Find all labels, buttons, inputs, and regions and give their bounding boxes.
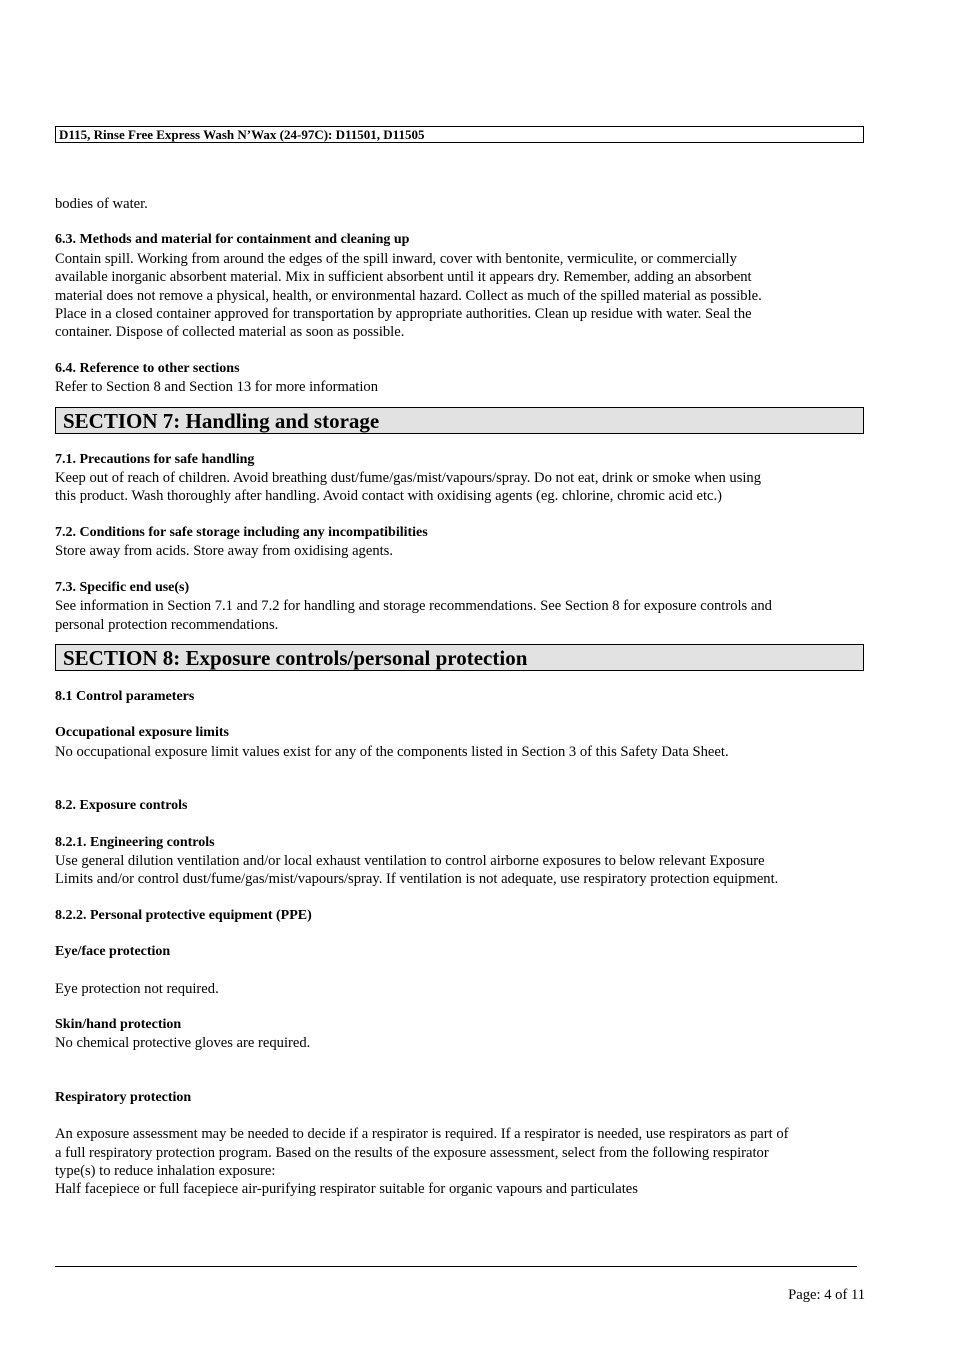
heading-8-2-2: 8.2.2. Personal protective equipment (PPE)	[55, 907, 312, 923]
text-eye-protection: Eye protection not required.	[55, 980, 219, 997]
text-7-3-line: personal protection recommendations.	[55, 616, 279, 633]
heading-skin-protection: Skin/hand protection	[55, 1016, 182, 1032]
heading-respiratory-protection: Respiratory protection	[55, 1089, 192, 1105]
text-7-1-line: this product. Wash thoroughly after handling. Avoid contact with oxidising agents (eg. chlorine, chromic acid etc.)	[55, 488, 722, 505]
page-number: Page: 4 of 11	[788, 1287, 865, 1303]
document-body	[55, 195, 867, 1199]
section-7-title: SECTION 7: Handling and storage	[55, 407, 864, 434]
heading-eye-protection: Eye/face protection	[55, 944, 171, 960]
text-6-3-line: Place in a closed container approved for transportation by appropriate authorities. Clean up residue with water. Seal the	[55, 306, 752, 323]
text-6-4: Refer to Section 8 and Section 13 for more information	[55, 379, 379, 396]
heading-6-4: 6.4. Reference to other sections	[55, 360, 240, 376]
text-6-3-line: container. Dispose of collected material as soon as possible.	[55, 324, 405, 341]
text-respiratory-line: type(s) to reduce inhalation exposure:	[55, 1163, 276, 1179]
heading-7-2: 7.2. Conditions for safe storage including any incompatibilities	[55, 524, 428, 540]
text-respiratory-line: An exposure assessment may be needed to decide if a respirator is required. If a respirator is needed, use respirators as part of	[55, 1126, 789, 1143]
text-8-2-1-line: Use general dilution ventilation and/or local exhaust ventilation to control airborne exposures to below relevant Exposure	[55, 852, 765, 869]
product-header: D115, Rinse Free Express Wash N’Wax (24-97C): D11501, D11505	[55, 126, 864, 143]
heading-8-1: 8.1 Control parameters	[55, 688, 195, 704]
text-6-3-line: available inorganic absorbent material. Mix in sufficient absorbent until it appears dry. Remember, adding an absorbent	[55, 269, 752, 286]
text-occupational-limits: No occupational exposure limit values exist for any of the components listed in Section 3 of this Safety Data Sheet.	[55, 743, 729, 760]
heading-8-2-1: 8.2.1. Engineering controls	[55, 834, 215, 850]
text-respiratory-line: a full respiratory protection program. Based on the results of the exposure assessment, select from the following respirator	[55, 1144, 769, 1161]
heading-6-3: 6.3. Methods and material for containment and cleaning up	[55, 232, 410, 248]
text-8-2-1-line: Limits and/or control dust/fume/gas/mist/vapours/spray. If ventilation is not adequate, use respiratory protection equipment.	[55, 871, 779, 888]
footer-divider	[55, 1266, 857, 1267]
heading-7-3: 7.3. Specific end use(s)	[55, 579, 190, 595]
text-7-1-line: Keep out of reach of children. Avoid breathing dust/fume/gas/mist/vapours/spray. Do not eat, drink or smoke when using	[55, 470, 762, 487]
heading-occupational-limits: Occupational exposure limits	[55, 725, 229, 741]
carryover-text: bodies of water.	[55, 196, 148, 212]
text-respiratory-line: Half facepiece or full facepiece air-purifying respirator suitable for organic vapours and particulates	[55, 1181, 638, 1198]
heading-7-1: 7.1. Precautions for safe handling	[55, 451, 255, 467]
text-6-3-line: material does not remove a physical, health, or environmental hazard. Collect as much of the spilled material as possible.	[55, 287, 762, 304]
text-6-3-line: Contain spill. Working from around the edges of the spill inward, cover with bentonite, vermiculite, or commercially	[55, 250, 737, 267]
text-skin-protection: No chemical protective gloves are required.	[55, 1035, 311, 1052]
heading-8-2: 8.2. Exposure controls	[55, 798, 188, 814]
text-7-2: Store away from acids. Store away from oxidising agents.	[55, 543, 394, 560]
section-8-title: SECTION 8: Exposure controls/personal protection	[55, 644, 864, 671]
text-7-3-line: See information in Section 7.1 and 7.2 for handling and storage recommendations. See Section 8 for exposure controls and	[55, 598, 772, 615]
